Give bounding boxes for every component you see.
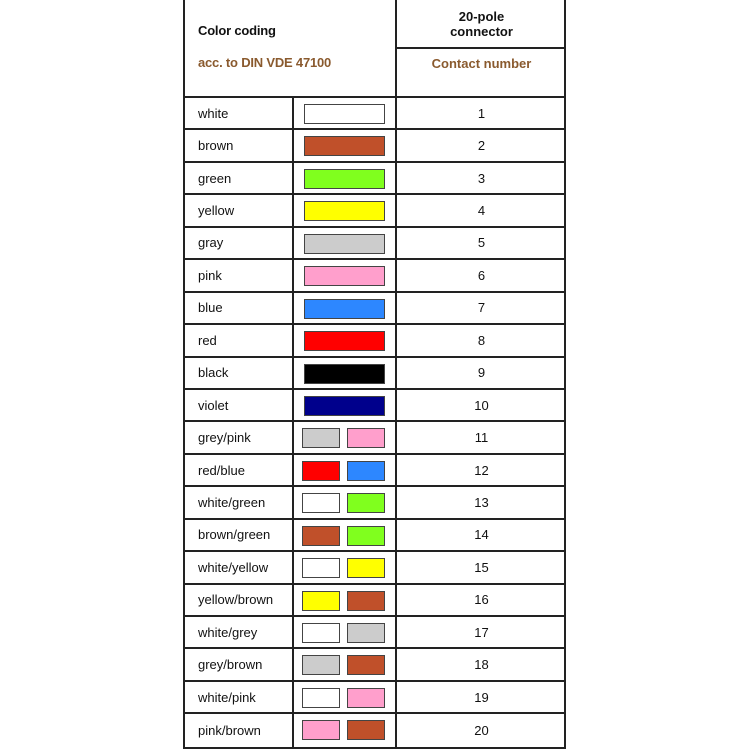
swatch-cell [292,714,395,746]
color-swatch [304,104,385,124]
color-name: white/pink [198,689,256,705]
connector-heading-line1: 20-pole [458,8,505,24]
color-swatch [347,558,385,578]
table-row [185,390,564,422]
contact-number: 16 [395,585,566,615]
table-row [185,520,564,552]
contact-number: 1 [395,98,566,128]
color-coding-header-cell [185,0,395,96]
table-row [185,358,564,390]
color-swatch [347,428,385,448]
color-swatch [302,720,340,740]
swatch-cell [292,455,395,485]
color-swatch [302,461,340,481]
color-name: brown [198,138,234,154]
color-name: gray [198,235,224,251]
swatch-cell [292,552,395,582]
table-row [185,195,564,227]
table-body [185,98,564,747]
connector-header-cell [395,0,566,96]
table-row [185,260,564,292]
color-name: black [198,365,229,381]
color-swatch [302,623,340,643]
table-row [185,325,564,357]
table-row [185,714,564,746]
color-swatch [347,655,385,675]
din-standard-subtitle: acc. to DIN VDE 47100 [198,55,332,70]
color-name: pink [198,267,222,283]
table-row [185,455,564,487]
color-swatch [302,428,340,448]
swatch-cell [292,682,395,712]
swatch-cell [292,520,395,550]
contact-number: 5 [395,228,566,258]
contact-number: 15 [395,552,566,582]
table-row [185,585,564,617]
contact-number: 12 [395,455,566,485]
swatch-cell [292,325,395,355]
color-name: brown/green [198,527,271,543]
color-name: grey/pink [198,430,251,446]
contact-number: 10 [395,390,566,420]
color-swatch [347,493,385,513]
contact-number: 17 [395,617,566,647]
color-swatch [304,331,385,351]
color-name: green [198,170,232,186]
table-row [185,617,564,649]
color-name: yellow/brown [198,592,274,608]
color-name: pink/brown [198,723,261,739]
table-row [185,98,564,130]
color-swatch [304,201,385,221]
color-swatch [347,526,385,546]
table-row [185,228,564,260]
swatch-cell [292,487,395,517]
connector-heading-line2: connector [450,23,513,39]
table-row [185,293,564,325]
color-swatch [302,558,340,578]
swatch-cell [292,293,395,323]
color-swatch [304,299,385,319]
color-coding-title: Color coding [198,23,276,38]
color-swatch [302,655,340,675]
swatch-cell [292,195,395,225]
color-swatch [304,169,385,189]
contact-number: 19 [395,682,566,712]
table-row [185,682,564,714]
swatch-cell [292,163,395,193]
contact-number-heading: Contact number [431,56,532,71]
table-row [185,163,564,195]
table-row [185,422,564,454]
color-name: yellow [198,203,235,219]
contact-number: 6 [395,260,566,290]
color-swatch [304,396,385,416]
swatch-cell [292,358,395,388]
swatch-cell [292,260,395,290]
color-swatch [304,266,385,286]
contact-number: 14 [395,520,566,550]
table-row [185,487,564,519]
contact-number: 20 [395,714,566,746]
swatch-cell [292,98,395,128]
connector-heading [397,0,566,49]
color-swatch [347,461,385,481]
swatch-cell [292,617,395,647]
color-swatch [347,591,385,611]
color-swatch [347,720,385,740]
color-name: white/green [198,494,266,510]
color-swatch [304,364,385,384]
table-row [185,552,564,584]
contact-number: 18 [395,649,566,679]
color-swatch [302,493,340,513]
color-swatch [347,623,385,643]
color-swatch [304,234,385,254]
color-name: white/yellow [198,559,269,575]
color-swatch [302,526,340,546]
swatch-cell [292,130,395,160]
swatch-cell [292,585,395,615]
color-name: violet [198,397,229,413]
contact-number: 11 [395,422,566,452]
contact-number: 9 [395,358,566,388]
color-coding-table [183,0,566,749]
contact-number: 13 [395,487,566,517]
color-name: red/blue [198,462,245,478]
color-swatch [347,688,385,708]
color-name: white/grey [198,624,258,640]
contact-number: 8 [395,325,566,355]
swatch-cell [292,390,395,420]
contact-number: 2 [395,130,566,160]
color-swatch [304,136,385,156]
color-name: blue [198,300,223,316]
color-name: grey/brown [198,657,263,673]
table-header [185,0,564,98]
contact-number: 4 [395,195,566,225]
contact-number: 7 [395,293,566,323]
color-name: white [198,105,229,121]
table-row [185,130,564,162]
swatch-cell [292,228,395,258]
swatch-cell [292,422,395,452]
color-swatch [302,591,340,611]
contact-number: 3 [395,163,566,193]
table-row [185,649,564,681]
color-name: red [198,332,217,348]
swatch-cell [292,649,395,679]
color-swatch [302,688,340,708]
